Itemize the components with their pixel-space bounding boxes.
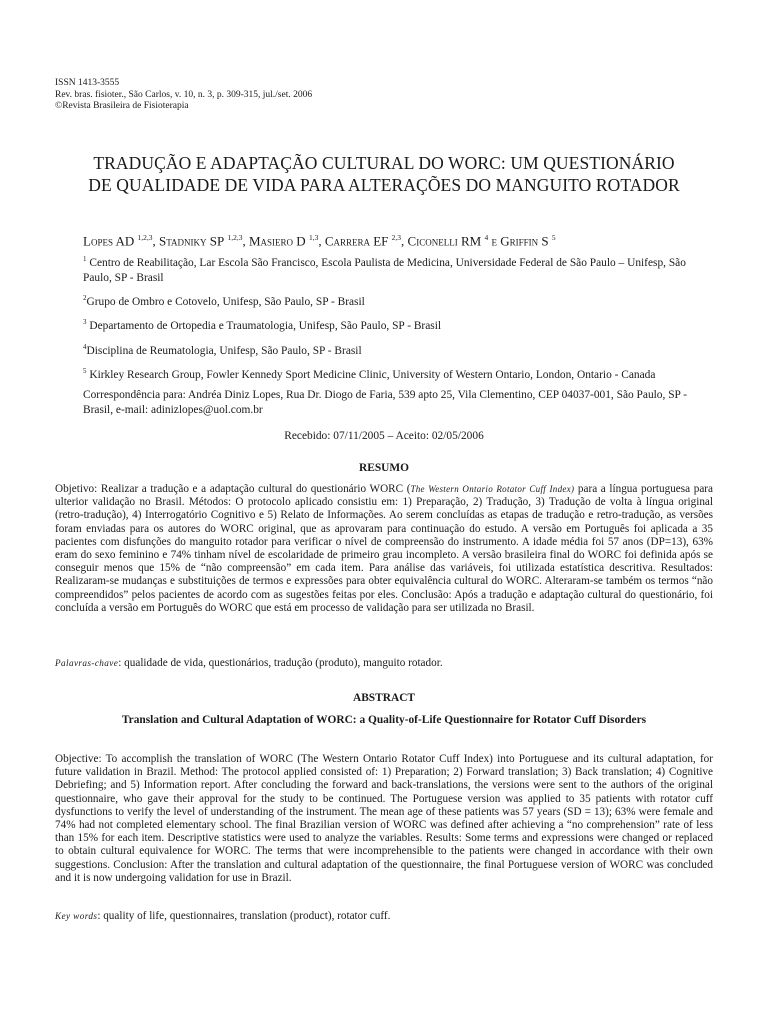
citation: Rev. bras. fisioter., São Carlos, v. 10, n. 3, p. 309-315, jul./set. 2006 (55, 89, 313, 100)
author-list (83, 233, 556, 249)
keywords-label: Key words (55, 911, 98, 921)
affiliation-item (83, 364, 695, 383)
issn: ISSN 1413-3555 (55, 78, 120, 88)
title-line-1: TRADUÇÃO E ADAPTAÇÃO CULTURAL DO WORC: UM QUESTIONÁRIO (93, 153, 675, 173)
affiliation-text: Kirkley Research Group, Fowler Kennedy Sport Medicine Clinic, University of Western Ontario, London, Ontario - Canada (89, 368, 656, 381)
affiliations (83, 252, 695, 423)
author-affiliation-sup: 5 (551, 233, 556, 242)
resumo-heading: RESUMO (359, 462, 409, 474)
affiliation-item (83, 315, 695, 334)
affiliation-number: 4 (83, 342, 87, 351)
received-dates: Recebido: 07/11/2005 – Aceito: 02/05/2006 (284, 430, 484, 442)
resumo-text-start: Objetivo: Realizar a tradução e a adaptação cultural do questionário WORC ( (55, 483, 411, 495)
author-affiliation-sup: 2,3 (391, 233, 402, 242)
affiliation-number: 3 (83, 318, 87, 327)
article-title (55, 153, 713, 196)
abstract-subtitle: Translation and Cultural Adaptation of WORC: a Quality-of-Life Questionnaire for Rotator Cuff Disorders (121, 714, 647, 726)
author-separator: , (152, 233, 156, 249)
author-separator: , (401, 233, 405, 249)
author-and: e (491, 233, 497, 249)
abstract-heading: ABSTRACT (352, 692, 416, 704)
author-affiliation-sup: 1,2,3 (227, 233, 243, 242)
author-name: Carrera EF (324, 233, 389, 249)
author-name: Masiero D (248, 233, 306, 249)
affiliation-number: 5 (83, 366, 87, 375)
journal-header (55, 78, 312, 113)
affiliation-number: 2 (83, 294, 87, 303)
resumo-text-italic: The Western Ontario Rotator Cuff Index) (410, 484, 575, 494)
affiliation-text: Departamento de Ortopedia e Traumatologia, Unifesp, São Paulo, SP - Brasil (89, 320, 442, 333)
abstract-keywords (55, 910, 713, 922)
abstract-text: Objective: To accomplish the translation of WORC (The Western Ontario Rotator Cuff Index) into Portuguese and its cultural adaptation, for future validation in Brazil. Method: The protocol applied consisted of: 1) Preparation; 2) Forward translation; 3) Back translation; 4) Cognitive Debriefing; and 5) Information report. After concluding the forward and back-translations, the versions were sent to the authors of the original questionnaire, who gave their approval for the study to be continued. The Portuguese version was applied to 35 patients with rotator cuff dysfunctions to verify the level of understanding of the instrument. The mean age of these patients was 57 years (SD = 13); 63% were female and 74% had not completed elementary school. The final Brazilian version of WORC was defined after achieving a “no comprehension” rate of less than 15% for each item. Descriptive statistics were used to analyze the variables. Results: Some terms and expressions were changed or replaced to obtain cultural equivalence for WORC. The terms that were incomprehensible to the patients were changed in accordance with their own suggestions. Conclusion: After the translation and cultural adaptation of the questionnaire, the final Portuguese version of WORC was concluded and it is now undergoing validation for use in Brazil. (55, 753, 713, 884)
affiliation-item (83, 291, 695, 310)
author-affiliation-sup: 4 (484, 233, 489, 242)
resumo-text-rest: para a língua portuguesa para ulterior validação no Brasil. Métodos: O protocolo aplicado consistiu em: 1) Preparação, 2) Tradução, 3) Tradução de volta à língua original (retro-tradução), 4) Interrogatório Cognitivo e 5) Relato de Informações. Ao serem concluídas as etapas de tradução e retro-tradução, as versões foram enviadas para os autores do WORC original, que as aprovaram para continuação do estudo. A versão em Português foi aplicada a 35 pacientes com disfunções do manguito rotador para verificar o nível de compreensão do instrumento. A idade média foi 57 anos (DP=13), 63% eram do sexo feminino e 74% tinham nível de escolaridade de primeiro grau incompleto. A versão brasileira final do WORC foi definida após se conseguir menos que 15% de “não compreensão” em cada item. Para análise das variáveis, foi utilizada estatística descritiva. Resultados: Realizaram-se mudanças e substituições de termos e expressões para obter equivalência cultural do WORC. Alteraram-se também os termos “não compreendidos” pelos pacientes de acordo com as sugestões feitas por eles. Conclusão: Após a tradução e adaptação cultural do questionário, foi concluída a versão em Português do WORC que está em processo de validação para ser utilizada no Brasil. (55, 483, 713, 614)
author-name: Stadniky SP (159, 233, 225, 249)
author-separator: , (318, 233, 322, 249)
affiliation-text: Centro de Reabilitação, Lar Escola São Francisco, Escola Paulista de Medicina, Universidade Federal de São Paulo – Unifesp, São Paulo, SP - Brasil (83, 256, 686, 285)
affiliation-text: Grupo de Ombro e Cotovelo, Unifesp, São Paulo, SP - Brasil (86, 296, 365, 309)
author-affiliation-sup: 1,3 (308, 233, 319, 242)
resumo-keywords (55, 657, 713, 669)
title-line-2: DE QUALIDADE DE VIDA PARA ALTERAÇÕES DO MANGUITO ROTADOR (88, 174, 680, 195)
affiliation-item (83, 340, 695, 359)
author-affiliation-sup: 1,2,3 (137, 233, 153, 242)
affiliation-item (83, 252, 695, 286)
affiliation-number: 1 (83, 255, 87, 263)
author-name: Lopes AD (83, 233, 135, 249)
correspondence: Correspondência para: Andréa Diniz Lopes, Rua Dr. Diogo de Faria, 539 apto 25, Vila Clementino, CEP 04037-001, São Paulo, SP - Brasil, e-mail: adinizlopes@uol.com.br (83, 388, 688, 417)
author-name: Griffin S (500, 233, 549, 249)
copyright: ©Revista Brasileira de Fisioterapia (55, 101, 189, 111)
resumo-text (55, 483, 713, 615)
author-name: Ciconelli RM (407, 233, 482, 249)
author-separator: , (242, 233, 246, 249)
affiliation-text: Disciplina de Reumatologia, Unifesp, São Paulo, SP - Brasil (86, 344, 362, 357)
keywords-text: : quality of life, questionnaires, translation (product), rotator cuff. (97, 910, 391, 922)
keywords-text: : qualidade de vida, questionários, tradução (produto), manguito rotador. (118, 657, 443, 669)
keywords-label: Palavras-chave (55, 658, 119, 668)
